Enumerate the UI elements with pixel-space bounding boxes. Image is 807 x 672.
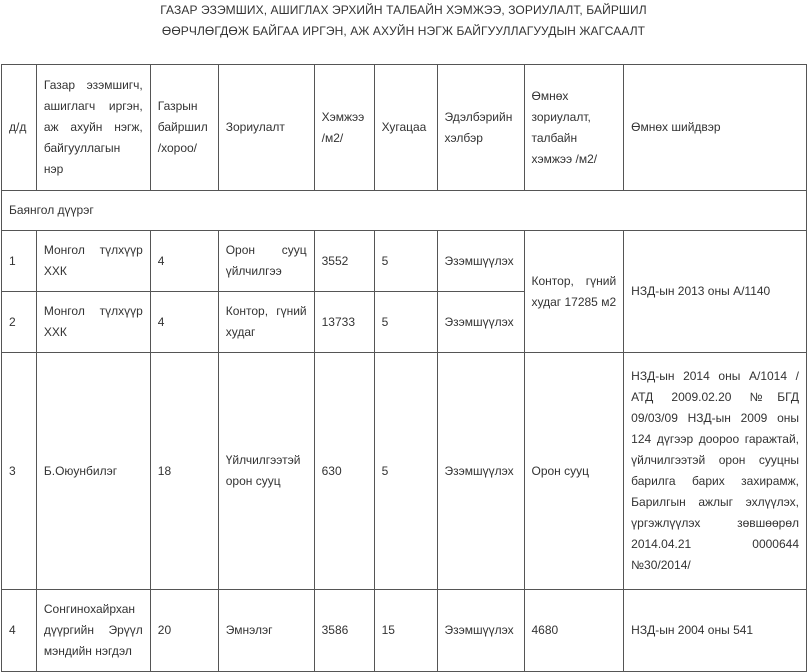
row-purpose: Контор, гүний худаг <box>218 292 314 353</box>
row-owner: Монгол түлхүүр ХХК <box>36 292 150 353</box>
row-ownership: Эзэмшүүлэх <box>437 590 524 672</box>
header-decision: Өмнөх шийдвэр <box>624 65 807 191</box>
row-num: 4 <box>2 590 37 672</box>
row-khoroo: 4 <box>150 231 218 292</box>
row-decision-merged: НЗД-ын 2013 оны А/1140 <box>624 231 807 353</box>
row-owner: Б.Оюунбилэг <box>36 353 150 590</box>
section-label: Баянгол дүүрэг <box>2 191 807 231</box>
table-row <box>2 353 807 590</box>
row-khoroo: 18 <box>150 353 218 590</box>
header-row <box>2 65 807 191</box>
table-row <box>2 231 807 292</box>
row-decision: НЗД-ын 2014 оны А/1014 /АТД 2009.02.20 №БГД 09/03/09 НЗД-ын 2009 оны 124 дүгээр доороо гаражтай, үйлчилгээтэй орон сууцны барилга барих захирамж, Барилгын ажлыг эхлүүлэх, үргэжлүүлэх зөвшөөрөл 2014.04.21 0000644 №30/2014/ <box>624 353 807 590</box>
row-prev: Орон сууц <box>524 353 624 590</box>
row-purpose: Үйлчилгээтэй орон сууц <box>218 353 314 590</box>
header-num: д/д <box>2 65 37 191</box>
row-khoroo: 4 <box>150 292 218 353</box>
land-list-table <box>1 64 807 672</box>
row-area: 13733 <box>314 292 374 353</box>
row-owner: Сонгинохайрхан дүүргийн Эрүүл мэндийн нэгдэл <box>36 590 150 672</box>
row-term: 5 <box>374 292 437 353</box>
row-khoroo: 20 <box>150 590 218 672</box>
row-term: 15 <box>374 590 437 672</box>
row-ownership: Эзэмшүүлэх <box>437 292 524 353</box>
page-title <box>0 0 807 42</box>
row-purpose: Орон сууц үйлчилгээ <box>218 231 314 292</box>
row-ownership: Эзэмшүүлэх <box>437 353 524 590</box>
row-area: 3586 <box>314 590 374 672</box>
row-term: 5 <box>374 353 437 590</box>
header-ownership: Эдэлбэрийн хэлбэр <box>437 65 524 191</box>
header-term: Хугацаа <box>374 65 437 191</box>
row-num: 3 <box>2 353 37 590</box>
row-prev-merged: Контор, гүний худаг 17285 м2 <box>524 231 624 353</box>
header-prev: Өмнөх зориулалт, талбайн хэмжээ /м2/ <box>524 65 624 191</box>
row-ownership: Эзэмшүүлэх <box>437 231 524 292</box>
row-num: 2 <box>2 292 37 353</box>
title-line-2: ӨӨРЧЛӨГДӨЖ БАЙГАА ИРГЭН, АЖ АХУЙН НЭГЖ БАЙГУУЛЛАГУУДЫН ЖАГСААЛТ <box>161 24 646 38</box>
header-area: Хэмжээ /м2/ <box>314 65 374 191</box>
row-area: 3552 <box>314 231 374 292</box>
header-owner: Газар эзэмшигч, ашиглагч иргэн, аж ахуйн нэгж, байгууллагын нэр <box>36 65 150 191</box>
row-decision: НЗД-ын 2004 оны 541 <box>624 590 807 672</box>
row-term: 5 <box>374 231 437 292</box>
row-num: 1 <box>2 231 37 292</box>
row-purpose: Эмнэлэг <box>218 590 314 672</box>
table-row <box>2 590 807 672</box>
row-prev: 4680 <box>524 590 624 672</box>
header-khoroo: Газрын байршил /хороо/ <box>150 65 218 191</box>
header-purpose: Зориулалт <box>218 65 314 191</box>
title-line-1: ГАЗАР ЭЗЭМШИХ, АШИГЛАХ ЭРХИЙН ТАЛБАЙН ХЭМЖЭЭ, ЗОРИУЛАЛТ, БАЙРШИЛ <box>160 3 647 17</box>
section-row <box>2 191 807 231</box>
row-area: 630 <box>314 353 374 590</box>
row-owner: Монгол түлхүүр ХХК <box>36 231 150 292</box>
